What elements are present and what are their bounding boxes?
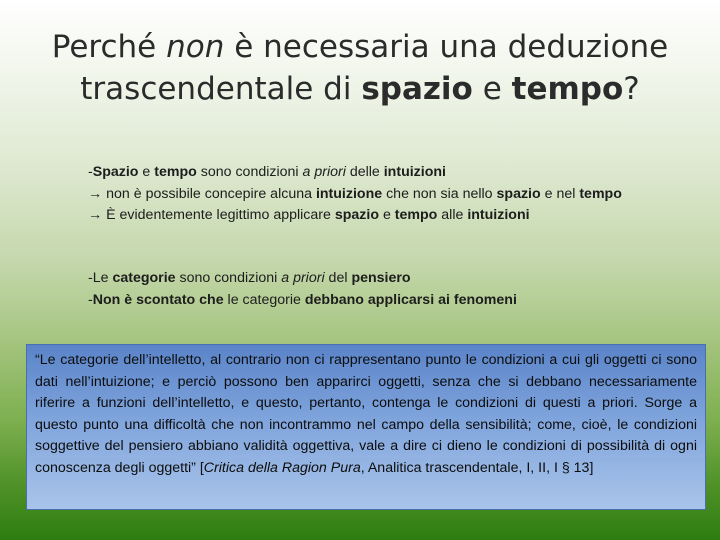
text-run-bold: spazio <box>496 185 541 202</box>
bullet-line <box>88 290 678 312</box>
bullet-line <box>88 268 678 290</box>
bullet-block-categories <box>88 268 678 311</box>
text-run-bold: tempo <box>154 164 197 180</box>
text-run-bold: tempo <box>394 207 438 223</box>
text-run-bold: intuizione <box>315 185 383 202</box>
text-run: sono condizioni <box>196 164 303 180</box>
title-text: ? <box>623 71 640 107</box>
text-run-italic: a priori <box>302 164 346 180</box>
title-text-italic: non <box>166 29 225 65</box>
text-run-bold: intuizioni <box>467 207 530 223</box>
title-text: è necessaria una deduzione <box>224 29 669 65</box>
title-text: e <box>472 71 512 107</box>
text-run-italic: a priori <box>281 270 325 286</box>
quote-ref-rest: , Analitica trascendentale, I, II, I § 13] <box>360 459 594 476</box>
slide-title <box>40 26 680 110</box>
text-run-bold: Non è scontato che <box>92 291 224 308</box>
text-run: alle <box>437 207 468 223</box>
bullet-line <box>88 184 678 206</box>
text-run-bold: categorie <box>112 270 176 286</box>
quote-ref-open: [ <box>195 459 204 476</box>
text-run: le categorie <box>223 291 305 308</box>
title-text: Perché <box>51 29 167 65</box>
text-run-bold: Spazio <box>92 164 139 180</box>
text-run: che non sia nello <box>382 185 497 202</box>
title-text-bold: spazio <box>361 71 473 107</box>
text-run: - <box>88 291 93 308</box>
title-text-bold: tempo <box>511 71 624 107</box>
text-run: sono condizioni <box>175 270 282 286</box>
text-run: e nel <box>540 185 580 202</box>
bullet-line <box>88 162 678 184</box>
text-run-bold: pensiero <box>351 270 411 286</box>
text-run: - <box>88 164 93 180</box>
text-run: del <box>324 270 352 286</box>
text-run-bold: spazio <box>334 207 379 223</box>
text-run-bold: intuizioni <box>383 164 446 180</box>
text-run: → È evidentemente legittimo applicare <box>88 207 335 223</box>
title-text: trascendentale di <box>80 71 362 107</box>
text-run: delle <box>345 164 384 180</box>
bullet-block-space-time <box>88 162 678 227</box>
text-run: e <box>138 164 155 180</box>
kant-quote-box <box>26 344 706 510</box>
quote-ref-work-title: Critica della Ragion Pura <box>203 459 361 476</box>
text-run: -Le <box>88 270 113 286</box>
text-run: e <box>379 207 395 223</box>
bullet-line <box>88 205 678 227</box>
text-run: → non è possibile concepire alcuna <box>88 185 316 202</box>
quote-text: “Le categorie dell’intelletto, al contrario non ci rappresentano punto le condizioni a cui gli oggetti ci sono dati nell’intuizione; e perciò possono ben apparirci oggetti, senza che si debbano necessariamente riferire a funzioni dell’intelletto, e questo, pertanto, contenga le condizioni di questi a priori. Sorge a questo punto una difficoltà che non incontrammo nel campo della sensibilità; come, cioè, le condizioni soggettive del pensiero abbiano validità oggettiva, vale a dire ci dieno le condizioni di possibilità di ogni conoscenza degli oggetti” <box>35 352 697 476</box>
text-run-bold: debbano applicarsi ai fenomeni <box>304 291 517 308</box>
text-run-bold: tempo <box>579 185 622 202</box>
